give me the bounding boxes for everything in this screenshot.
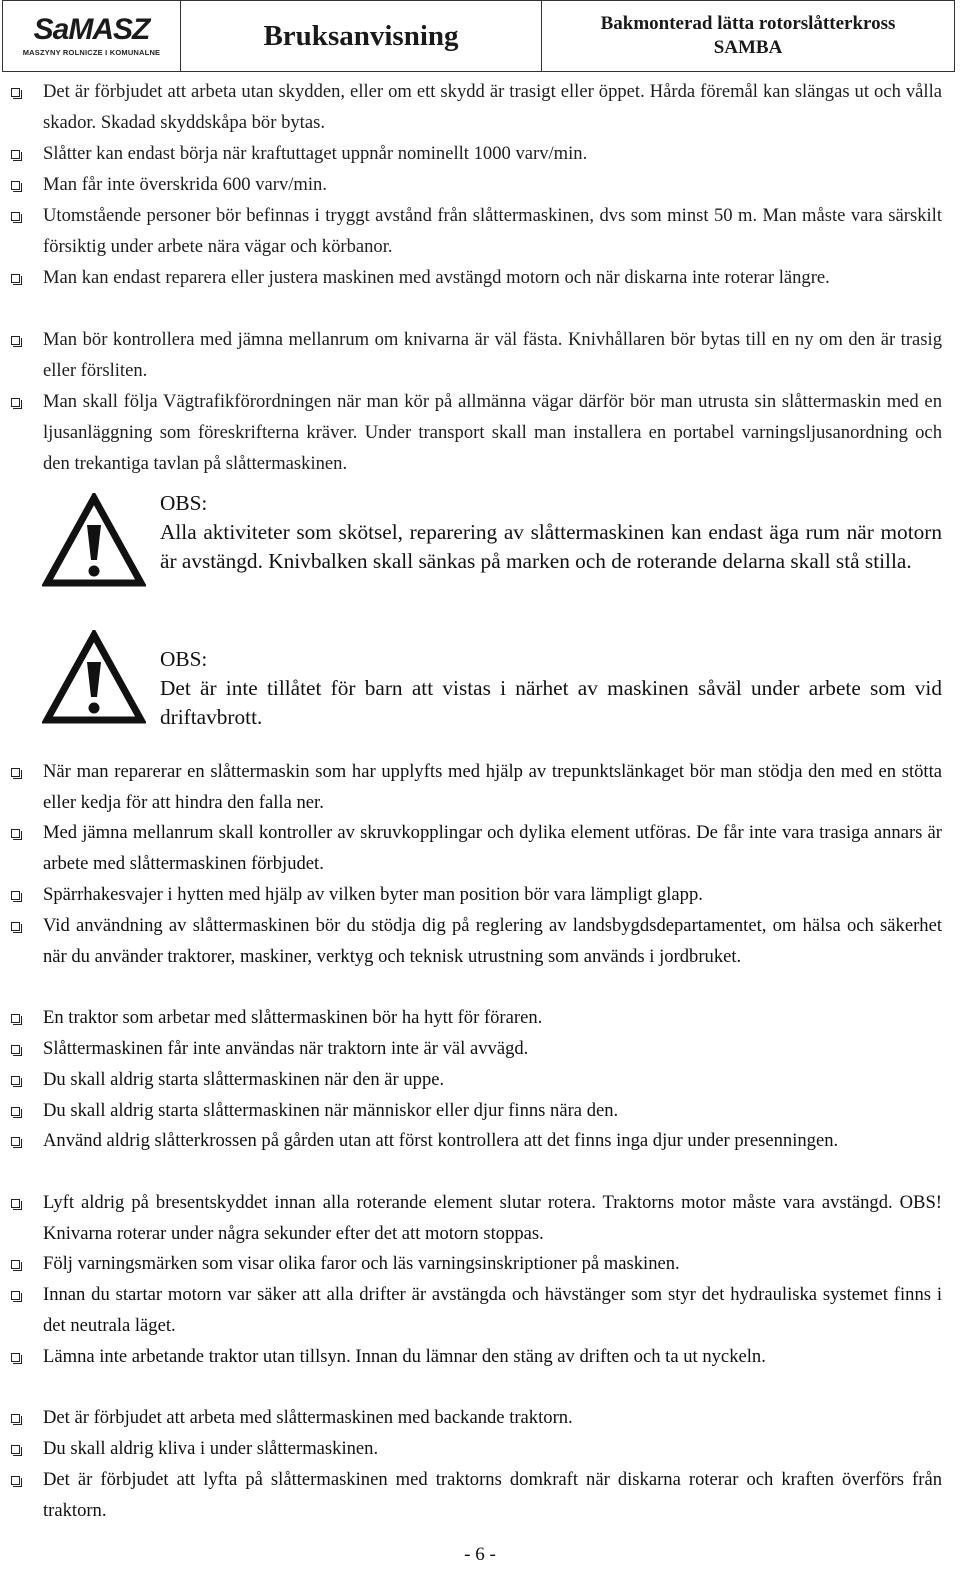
list-item: Du skall aldrig starta slåttermaskinen när den är uppe. (43, 1069, 445, 1090)
list-item: Följ varningsmärken som visar olika faror och läs varningsinskriptioner på maskinen. (43, 1253, 680, 1274)
checkbox-bullet-icon (11, 274, 20, 283)
list-item: Med jämna mellanrum skall kontroller av skruvkopplingar och dylika element utföras. De får inte vara trasiga annars är arbete med slåttermaskinen förbjudet. (43, 822, 942, 874)
list-item: Du skall aldrig starta slåttermaskinen när människor eller djur finns nära den. (43, 1100, 619, 1121)
warning-label: OBS: (160, 491, 208, 515)
checkbox-bullet-icon (11, 1445, 20, 1454)
list-item: Man skall följa Vägtrafikförordningen när man kör på allmänna vägar därför bör man utrusta sin slåttermaskin med en ljusanläggning som föreskrifterna kräver. Under transport skall man installera en portabel varningsljusanordning och den trekantiga tavlan på slåttermaskinen. (43, 391, 942, 474)
list-item: Utomstående personer bör befinnas i tryggt avstånd från slåttermaskinen, dvs som minst 50 m. Man måste vara särskilt försiktig under arbete nära vägar och körbanor. (43, 205, 942, 257)
warning-text: Det är inte tillåtet för barn att vistas i närhet av maskinen såväl under arbete som vid driftavbrott. (160, 676, 942, 729)
list-item: Lämna inte arbetande traktor utan tillsyn. Innan du lämnar den stäng av driften och ta ut nyckeln. (43, 1346, 766, 1367)
checkbox-bullet-icon (11, 1353, 20, 1362)
page-number: - 6 - (464, 1544, 496, 1565)
list-item: Man kan endast reparera eller justera maskinen med avstängd motorn och när diskarna inte roterar längre. (43, 267, 830, 288)
checkbox-bullet-icon (11, 768, 20, 777)
samasz-logo (34, 15, 150, 45)
page-header (2, 0, 955, 72)
checkbox-bullet-icon (11, 891, 20, 900)
warning-triangle-icon (42, 493, 146, 589)
checkbox-bullet-icon (11, 1045, 20, 1054)
list-item: Lyft aldrig på bresentskyddet innan alla roterande element slutar rotera. Traktorns motor måste vara avstängd. OBS! Knivarna roterar under några sekunder efter det att motorn stoppas. (43, 1192, 942, 1244)
list-item: En traktor som arbetar med slåttermaskinen bör ha hytt för föraren. (43, 1007, 543, 1028)
product-name: Bakmonterad lätta rotorslåtterkross (600, 13, 896, 34)
checkbox-bullet-icon (11, 1199, 20, 1208)
logo-subtitle: MASZYNY ROLNICZE I KOMUNALNE (22, 48, 161, 57)
product-cell (542, 1, 954, 71)
list-item: Spärrhakesvajer i hytten med hjälp av vilken byter man position bör vara lämpligt glapp. (43, 884, 703, 905)
list-item: Använd aldrig slåtterkrossen på gården utan att först kontrollera att det finns inga djur under presenningen. (43, 1130, 839, 1151)
product-model: SAMBA (713, 37, 783, 58)
checkbox-bullet-icon (11, 1476, 20, 1485)
logo-cell (3, 1, 181, 71)
checkbox-bullet-icon (11, 1291, 20, 1300)
list-item: Innan du startar motorn var säker att alla drifter är avstängda och hävstänger som styr det hydrauliska systemet finns i det neutrala läget. (43, 1284, 942, 1336)
checkbox-bullet-icon (11, 922, 20, 931)
warning-text: Alla aktiviteter som skötsel, reparering av slåttermaskinen kan endast äga rum när motorn är avstängd. Knivbalken skall sänkas på marken och de roterande delarna skall stå stilla. (160, 520, 942, 573)
list-item: Vid användning av slåttermaskinen bör du stödja dig på reglering av landsbygdsdepartamentet, om hälsa och säkerhet när du använder traktorer, maskiner, verktyg och teknisk utrustning som används i jordbruket. (43, 915, 942, 967)
list-item: Det är förbjudet att arbeta utan skydden, eller om ett skydd är trasigt eller öppet. Hårda föremål kan slängas ut och vålla skador. Skadad skyddskåpa bör bytas. (43, 81, 942, 133)
checkbox-bullet-icon (11, 1076, 20, 1085)
checkbox-bullet-icon (11, 398, 20, 407)
checkbox-bullet-icon (11, 1137, 20, 1146)
checkbox-bullet-icon (11, 1260, 20, 1269)
list-item: Man bör kontrollera med jämna mellanrum om knivarna är väl fästa. Knivhållaren bör bytas till en ny om den är trasig eller försliten. (43, 329, 942, 381)
warning-note (160, 489, 942, 576)
checkbox-bullet-icon (11, 1414, 20, 1423)
logo-text: SaMASZ (33, 13, 150, 46)
checkbox-bullet-icon (11, 1014, 20, 1023)
warning-triangle-icon (42, 630, 146, 726)
checkbox-bullet-icon (11, 150, 20, 159)
list-item: Slåttermaskinen får inte användas när traktorn inte är väl avvägd. (43, 1038, 529, 1059)
checkbox-bullet-icon (11, 336, 20, 345)
list-item: Man får inte överskrida 600 varv/min. (43, 174, 327, 195)
list-item: När man reparerar en slåttermaskin som har upplyfts med hjälp av trepunktslänkaget bör man stödja den med en stötta eller kedja för att hindra den falla ner. (43, 761, 942, 813)
warning-label: OBS: (160, 647, 208, 671)
checkbox-bullet-icon (11, 212, 20, 221)
checkbox-bullet-icon (11, 1107, 20, 1116)
title-cell (181, 1, 542, 71)
list-item: Slåtter kan endast börja när kraftuttaget uppnår nominellt 1000 varv/min. (43, 143, 588, 164)
checkbox-bullet-icon (11, 88, 20, 97)
list-item: Du skall aldrig kliva i under slåttermaskinen. (43, 1438, 379, 1459)
document-title: Bruksanvisning (263, 19, 459, 52)
checkbox-bullet-icon (11, 829, 20, 838)
list-item: Det är förbjudet att lyfta på slåttermaskinen med traktorns domkraft när diskarna roterar och kraften överförs från traktorn. (43, 1469, 942, 1521)
list-item: Det är förbjudet att arbeta med slåttermaskinen med backande traktorn. (43, 1407, 573, 1428)
warning-note (160, 645, 942, 732)
checkbox-bullet-icon (11, 181, 20, 190)
